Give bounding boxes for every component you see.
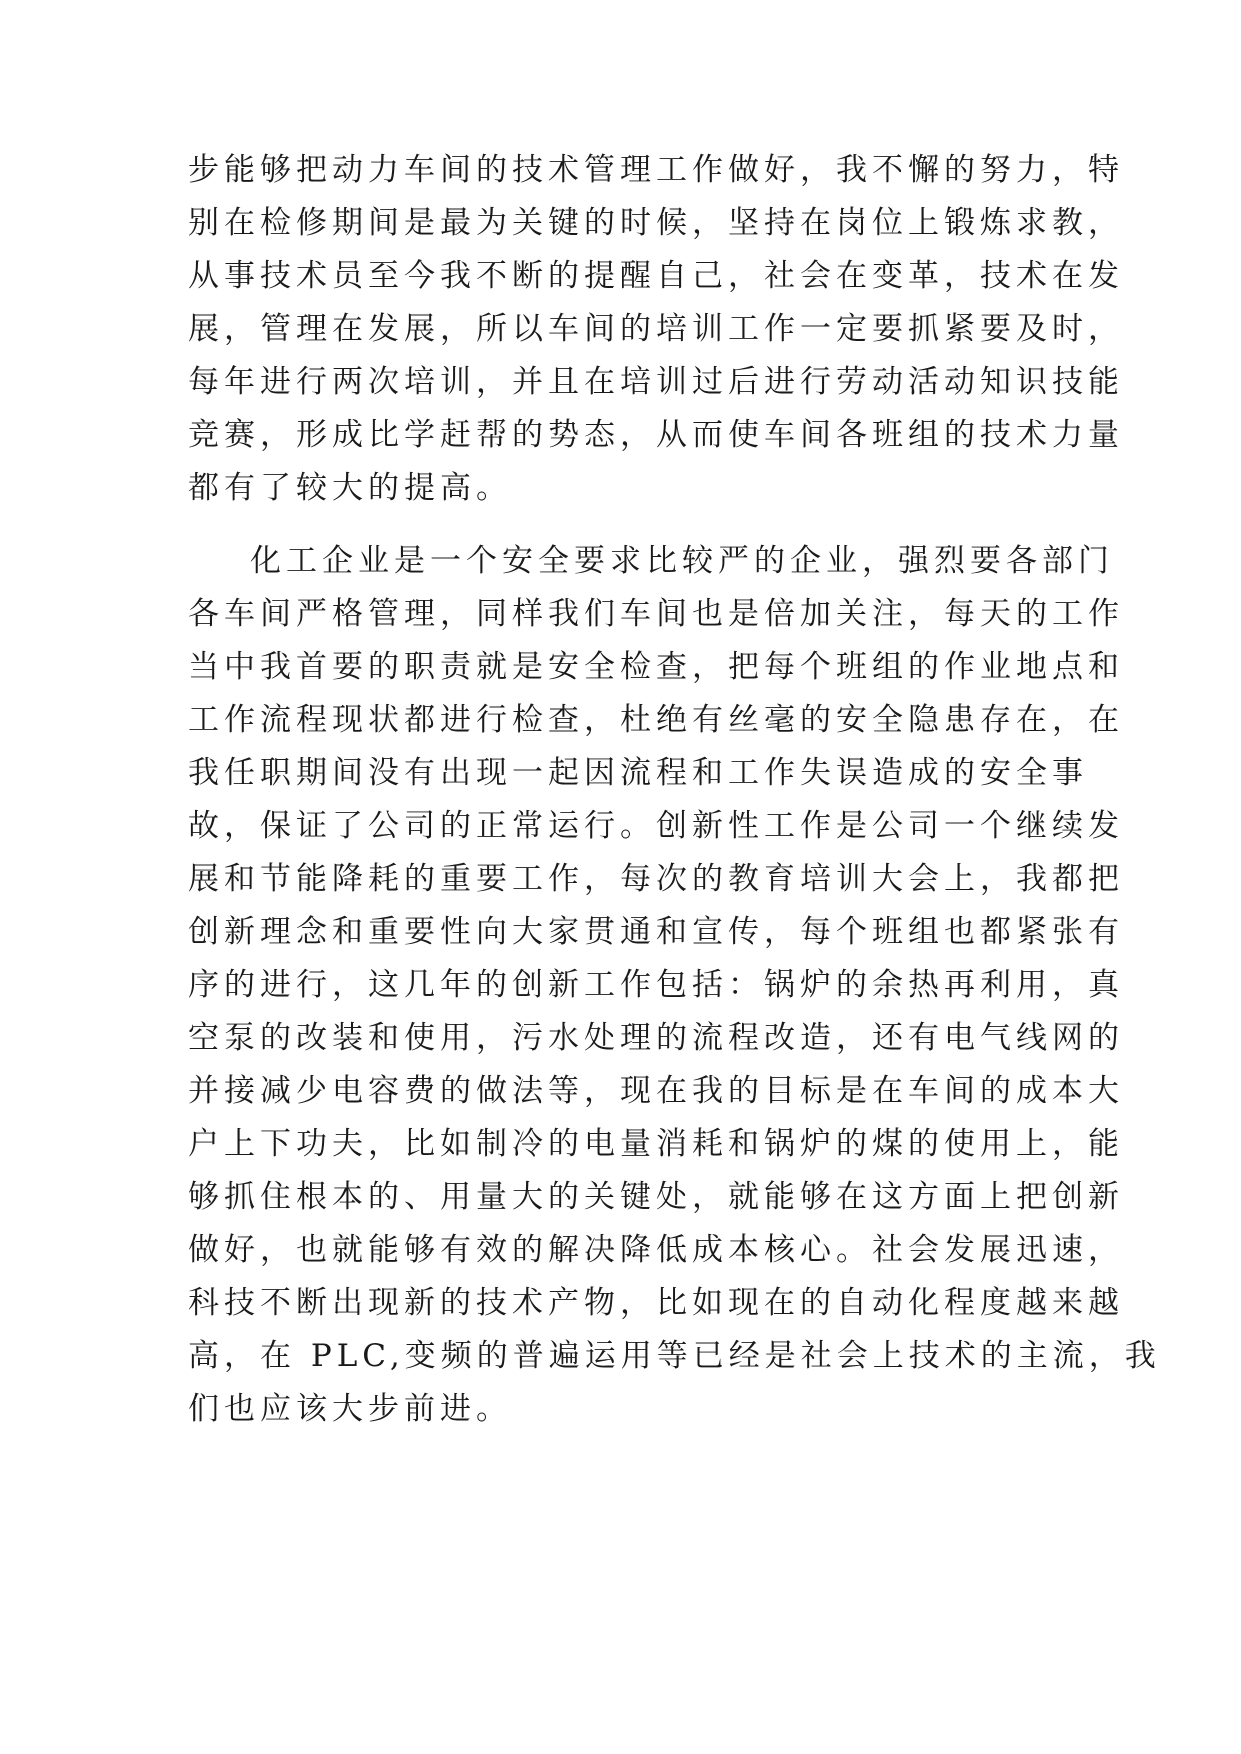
- text-line: 每年进行两次培训，并且在培训过后进行劳动活动知识技能: [188, 364, 1124, 400]
- text-line: 空泵的改装和使用，污水处理的流程改造，还有电气线网的: [188, 1020, 1124, 1056]
- text-line: 化工企业是一个安全要求比较严的企业，强烈要各部门: [250, 543, 1114, 579]
- text-line: 从事技术员至今我不断的提醒自己，社会在变革，技术在发: [188, 258, 1124, 294]
- text-line: 户上下功夫，比如制冷的电量消耗和锅炉的煤的使用上，能: [188, 1126, 1124, 1162]
- text-line: 展，管理在发展，所以车间的培训工作一定要抓紧要及时，: [188, 311, 1124, 347]
- text-line: 工作流程现状都进行检查，杜绝有丝毫的安全隐患存在，在: [188, 702, 1124, 738]
- text-line: 我任职期间没有出现一起因流程和工作失误造成的安全事: [188, 755, 1088, 791]
- text-line: 创新理念和重要性向大家贯通和宣传，每个班组也都紧张有: [188, 914, 1124, 950]
- text-line: 故，保证了公司的正常运行。创新性工作是公司一个继续发: [188, 808, 1124, 844]
- text-line: 做好，也就能够有效的解决降低成本核心。社会发展迅速，: [188, 1232, 1124, 1268]
- text-line: 科技不断出现新的技术产物，比如现在的自动化程度越来越: [188, 1285, 1124, 1321]
- text-line: 各车间严格管理，同样我们车间也是倍加关注，每天的工作: [188, 596, 1124, 632]
- text-line: 竞赛，形成比学赶帮的势态，从而使车间各班组的技术力量: [188, 417, 1124, 453]
- text-line: 别在检修期间是最为关键的时候，坚持在岗位上锻炼求教，: [188, 205, 1124, 241]
- text-line: 们也应该大步前进。: [188, 1391, 512, 1427]
- text-line: 步能够把动力车间的技术管理工作做好，我不懈的努力，特: [188, 152, 1124, 188]
- text-line: 并接减少电容费的做法等，现在我的目标是在车间的成本大: [188, 1073, 1124, 1109]
- text-line: 够抓住根本的、用量大的关键处，就能够在这方面上把创新: [188, 1179, 1124, 1215]
- text-line: 都有了较大的提高。: [188, 470, 512, 506]
- text-line: 高，在 PLC,变频的普遍运用等已经是社会上技术的主流，我: [188, 1338, 1161, 1374]
- text-line: 当中我首要的职责就是安全检查，把每个班组的作业地点和: [188, 649, 1124, 685]
- text-line: 展和节能降耗的重要工作，每次的教育培训大会上，我都把: [188, 861, 1124, 897]
- text-line: 序的进行，这几年的创新工作包括：锅炉的余热再利用，真: [188, 967, 1124, 1003]
